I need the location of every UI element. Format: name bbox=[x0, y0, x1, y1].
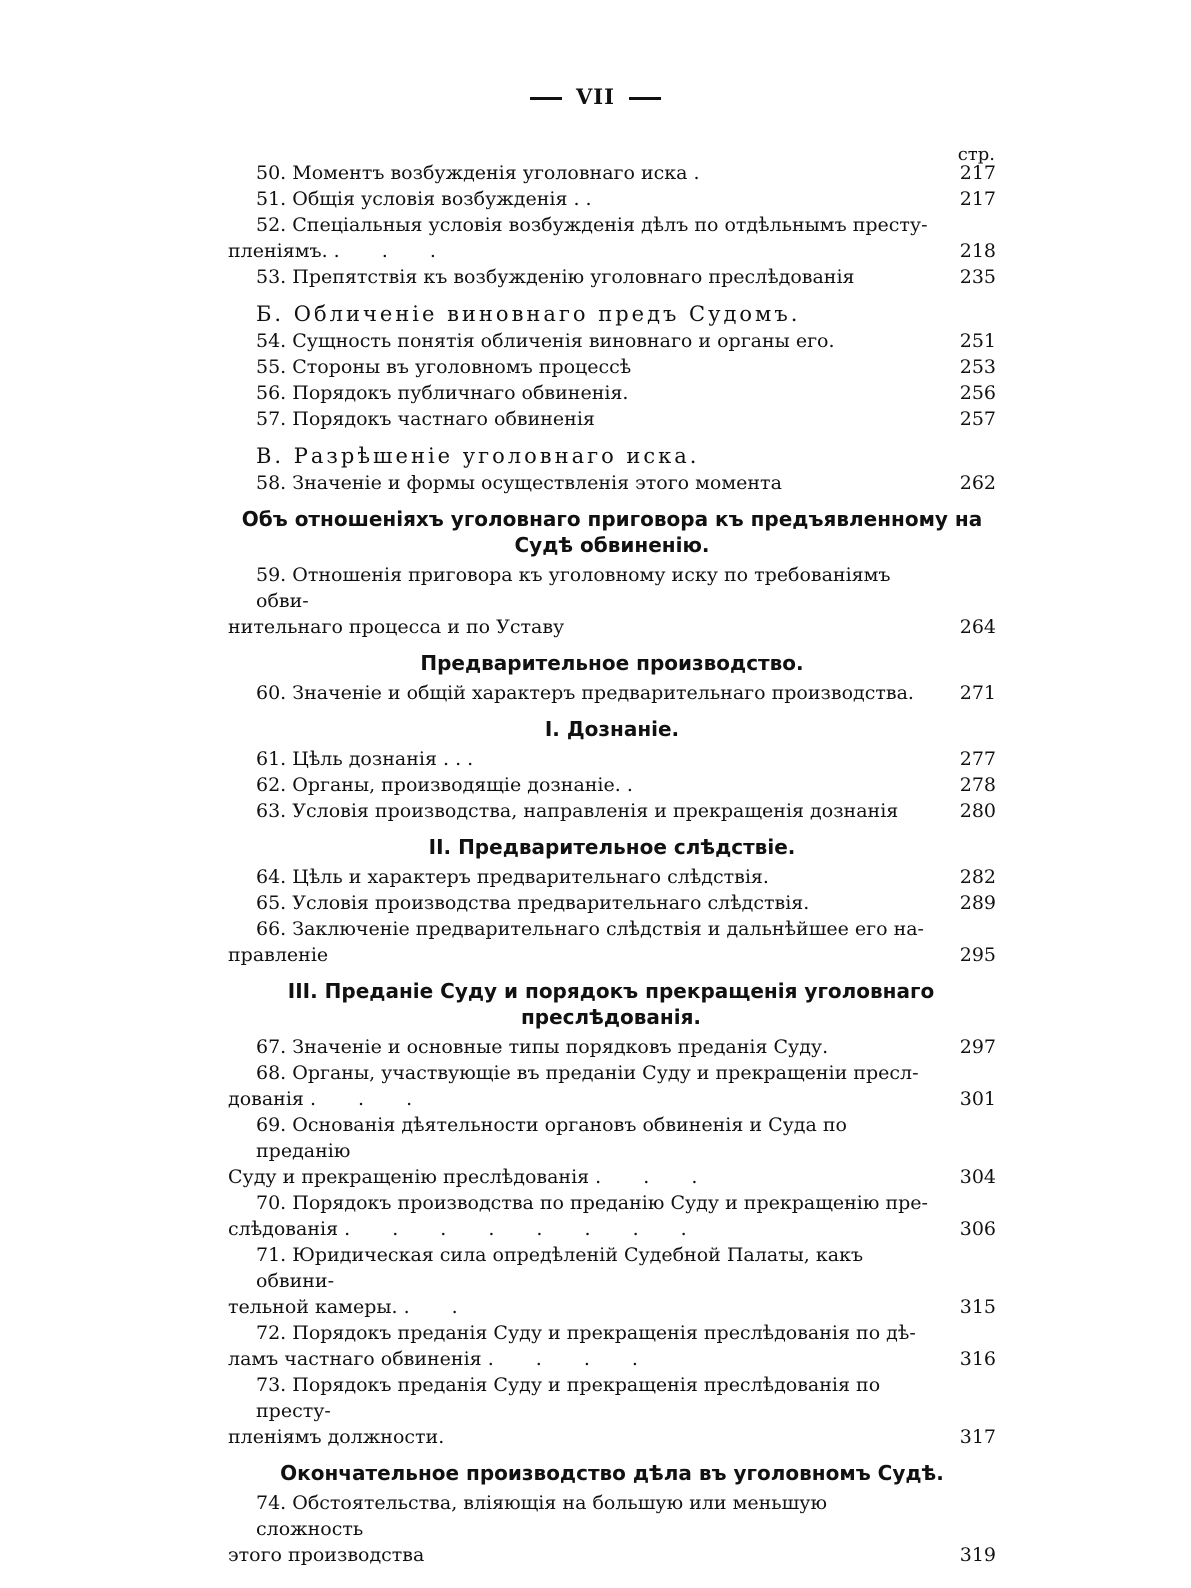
section-heading-b: Б. Обличеніе виновнаго предъ Судомъ. bbox=[256, 302, 801, 326]
toc-entry-text-line1: 68. Органы, участвующіе въ преданіи Суду и прекращеніи пресл- bbox=[256, 1062, 919, 1084]
toc-entry bbox=[256, 160, 996, 186]
toc-entry-text-line1: 70. Порядокъ производства по преданію Суду и прекращенію пре- bbox=[256, 1192, 928, 1214]
section-heading-v: В. Разрѣшеніе уголовнаго иска. bbox=[256, 444, 700, 468]
heading-verdict-relations: Объ отношеніяхъ уголовнаго приговора къ предъявленному на Судѣ обвиненію. bbox=[241, 507, 983, 557]
toc-entry-page: 306 bbox=[959, 1218, 996, 1240]
toc-entry-text-line1: 74. Обстоятельства, вліяющія на большую или меньшую сложность bbox=[256, 1492, 828, 1540]
page-header bbox=[0, 84, 1191, 109]
toc-entry bbox=[256, 890, 996, 916]
toc-entry bbox=[228, 1242, 996, 1320]
toc-entry-page: 251 bbox=[959, 330, 996, 352]
heading-final-proceedings: Окончательное производство дѣла въ уголовномъ Судѣ. bbox=[280, 1461, 944, 1485]
toc-entry-text: 64. Цѣль и характеръ предварительнаго слѣдствія. bbox=[256, 866, 769, 888]
toc-entry bbox=[256, 380, 996, 406]
heading-preliminary-proceedings: Предварительное производство. bbox=[420, 651, 804, 675]
toc-entry-text-line2: пленіямъ должности. bbox=[228, 1426, 445, 1448]
leader-dots: . . bbox=[403, 1296, 476, 1318]
toc-entry bbox=[256, 406, 996, 432]
toc-entry-text-line2: тельной камеры. . . bbox=[228, 1296, 476, 1318]
toc-entry-text: 53. Препятствія къ возбужденію уголовнаго преслѣдованія bbox=[256, 266, 855, 288]
toc-entry-page: 316 bbox=[959, 1348, 996, 1370]
toc-entry-page: 257 bbox=[959, 408, 996, 430]
toc-entry-page: 277 bbox=[959, 748, 996, 770]
toc-entry-text-line1: 71. Юридическая сила опредѣленій Судебной Палаты, какъ обвини- bbox=[256, 1244, 864, 1292]
toc-entry-text-line2: правленіе bbox=[228, 944, 329, 966]
leader-dots: . . . . bbox=[487, 1348, 656, 1370]
toc-entry bbox=[228, 1190, 996, 1242]
toc-entry bbox=[256, 470, 996, 496]
toc-entry bbox=[256, 772, 996, 798]
toc-entry bbox=[228, 562, 996, 640]
toc-entry-page: 262 bbox=[959, 472, 996, 494]
entries-group-h6 bbox=[228, 1490, 996, 1568]
toc-entry bbox=[228, 1320, 996, 1372]
entries-group-h5 bbox=[228, 1034, 996, 1450]
toc-entry-text-line1: 59. Отношенія приговора къ уголовному иску по требованіямъ обви- bbox=[256, 564, 891, 612]
leader-dots: . . . bbox=[309, 1088, 431, 1110]
toc-entry-text: 54. Сущность понятія обличенія виновнаго и органы его. bbox=[256, 330, 835, 352]
heading-committal-to-trial: III. Преданіе Суду и порядокъ прекращенія уголовнаго преслѣдованія. bbox=[287, 979, 935, 1029]
leader-dots: . . . bbox=[595, 1166, 716, 1188]
toc-entry-text-line2: нительнаго процесса и по Уставу bbox=[228, 616, 565, 638]
header-dash-left bbox=[530, 97, 562, 100]
page-column-label: стр. bbox=[957, 144, 995, 165]
toc-entry-text: 55. Стороны въ уголовномъ процессѣ bbox=[256, 356, 632, 378]
toc-entry bbox=[256, 354, 996, 380]
toc-entry-text-line1: 66. Заключеніе предварительнаго слѣдствія и дальнѣйшее его на- bbox=[256, 918, 924, 940]
entries-group-a bbox=[228, 160, 996, 290]
toc-entry-text: 62. Органы, производящіе дознаніе. . bbox=[256, 774, 633, 796]
toc-entry-text-line2: этого производства bbox=[228, 1544, 425, 1566]
toc-entry-text: 60. Значеніе и общій характеръ предварительнаго производства. bbox=[256, 682, 914, 704]
entries-group-h4 bbox=[228, 864, 996, 968]
entries-group-h3 bbox=[256, 746, 996, 824]
toc-entry bbox=[228, 1372, 996, 1450]
toc-entry-text-line2: пленіямъ. . . . bbox=[228, 240, 454, 262]
toc-entry bbox=[256, 680, 996, 706]
toc-entry-page: 235 bbox=[959, 266, 996, 288]
toc-entry-page: 271 bbox=[959, 682, 996, 704]
toc-entry-text-line2: слѣдованія . . . . . . . . bbox=[228, 1218, 705, 1240]
heading-preliminary-investigation: II. Предварительное слѣдствіе. bbox=[428, 835, 796, 859]
toc-entry-page: 297 bbox=[959, 1036, 996, 1058]
toc-entry-page: 289 bbox=[959, 892, 996, 914]
toc-entry bbox=[256, 264, 996, 290]
toc-entry bbox=[228, 1490, 996, 1568]
toc-entry-text: 61. Цѣль дознанія . . . bbox=[256, 748, 474, 770]
heading-inquiry: I. Дознаніе. bbox=[544, 717, 680, 741]
toc-entry-text: 65. Условія производства предварительнаго слѣдствія. bbox=[256, 892, 810, 914]
toc-entry-page: 301 bbox=[959, 1088, 996, 1110]
table-of-contents bbox=[228, 160, 996, 1568]
entries-group-v bbox=[256, 470, 996, 496]
toc-entry-page: 315 bbox=[959, 1296, 996, 1318]
toc-entry-text-line1: 72. Порядокъ преданія Суду и прекращенія преслѣдованія по дѣ- bbox=[256, 1322, 916, 1344]
toc-entry bbox=[228, 212, 996, 264]
toc-entry bbox=[256, 798, 996, 824]
toc-entry-page: 256 bbox=[959, 382, 996, 404]
toc-entry-text: 57. Порядокъ частнаго обвиненія bbox=[256, 408, 595, 430]
toc-entry-page: 317 bbox=[959, 1426, 996, 1448]
toc-entry-page: 218 bbox=[959, 240, 996, 262]
toc-entry-page: 282 bbox=[959, 866, 996, 888]
page-number-roman: VII bbox=[576, 84, 615, 109]
toc-entry-text-line1: 69. Основанія дѣятельности органовъ обвиненія и Суда по преданію bbox=[256, 1114, 847, 1162]
toc-entry-text-line1: 52. Спеціальныя условія возбужденія дѣлъ по отдѣльнымъ престу- bbox=[256, 214, 928, 236]
toc-entry-page: 295 bbox=[959, 944, 996, 966]
toc-entry-text: 58. Значеніе и формы осуществленія этого момента bbox=[256, 472, 782, 494]
toc-entry-text-line2: дованія . . . bbox=[228, 1088, 431, 1110]
toc-entry-text-line2: ламъ частнаго обвиненія . . . . bbox=[228, 1348, 656, 1370]
toc-entry-page: 264 bbox=[959, 616, 996, 638]
toc-entry-text: 56. Порядокъ публичнаго обвиненія. bbox=[256, 382, 629, 404]
toc-entry-page: 217 bbox=[959, 188, 996, 210]
toc-entry-page: 280 bbox=[959, 800, 996, 822]
toc-entry bbox=[256, 746, 996, 772]
toc-entry-page: 217 bbox=[959, 162, 996, 184]
toc-entry-text: 51. Общія условія возбужденія . . bbox=[256, 188, 592, 210]
toc-entry-text: 50. Моментъ возбужденія уголовнаго иска . bbox=[256, 162, 700, 184]
entries-group-b bbox=[256, 328, 996, 432]
entries-group-h2 bbox=[256, 680, 996, 706]
toc-entry bbox=[228, 1112, 996, 1190]
toc-entry-text-line2: Суду и прекращенію преслѣдованія . . . bbox=[228, 1166, 716, 1188]
leader-dots: . . . . . . . . bbox=[344, 1218, 705, 1240]
toc-entry bbox=[256, 1034, 996, 1060]
toc-entry-text: 63. Условія производства, направленія и прекращенія дознанія bbox=[256, 800, 899, 822]
toc-entry bbox=[256, 864, 996, 890]
header-dash-right bbox=[629, 97, 661, 100]
toc-entry bbox=[228, 1060, 996, 1112]
toc-entry-text: 67. Значеніе и основные типы порядковъ преданія Суду. bbox=[256, 1036, 829, 1058]
toc-entry bbox=[256, 186, 996, 212]
entries-group-h1 bbox=[228, 562, 996, 640]
toc-entry-page: 304 bbox=[959, 1166, 996, 1188]
toc-entry bbox=[256, 328, 996, 354]
toc-entry-page: 319 bbox=[959, 1544, 996, 1566]
toc-entry-page: 253 bbox=[959, 356, 996, 378]
leader-dots: . . . bbox=[333, 240, 454, 262]
toc-entry-text-line1: 73. Порядокъ преданія Суду и прекращенія преслѣдованія по престу- bbox=[256, 1374, 881, 1422]
toc-entry-page: 278 bbox=[959, 774, 996, 796]
toc-entry bbox=[228, 916, 996, 968]
